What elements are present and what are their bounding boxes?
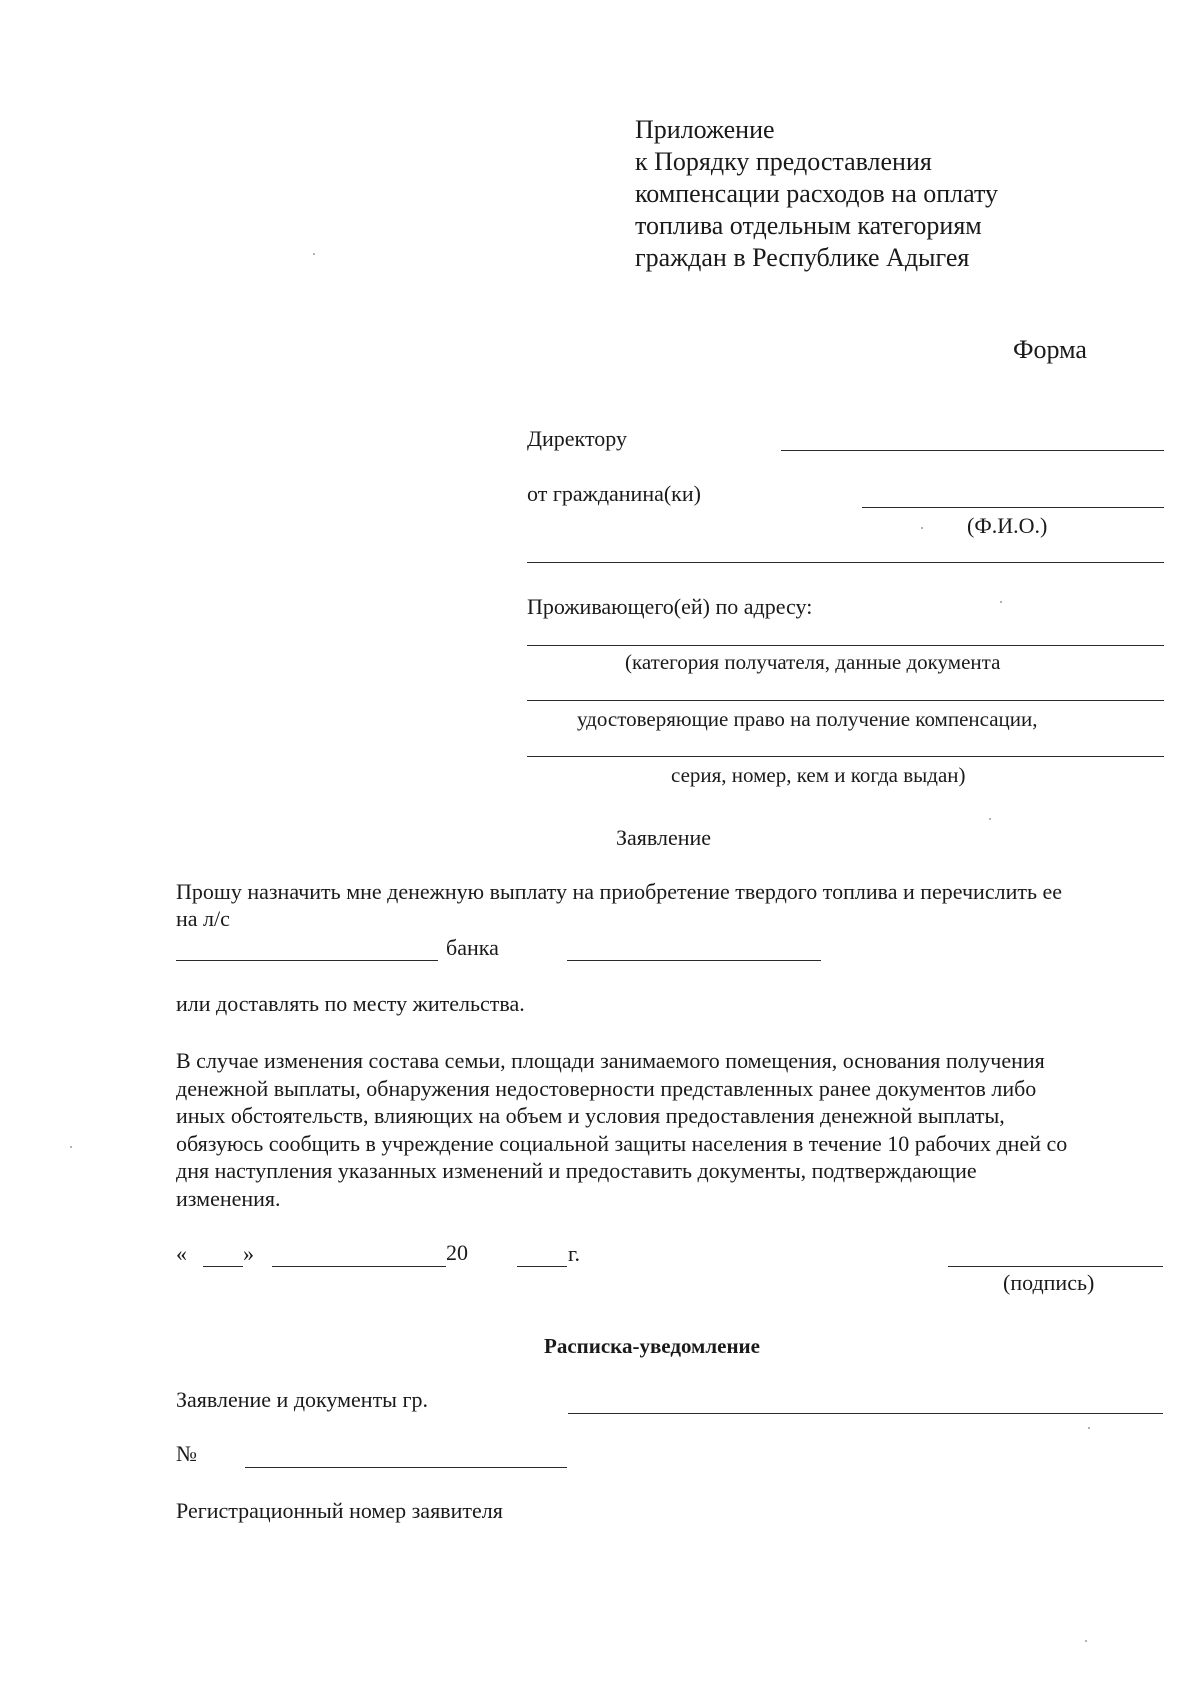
year-field[interactable] <box>517 1266 567 1267</box>
appendix-line: к Порядку предоставления <box>635 147 932 176</box>
appendix-line: компенсации расходов на оплату <box>635 179 999 208</box>
delivery-text: или доставлять по месту жительства. <box>176 991 525 1016</box>
obligation-line: обязуюсь сообщить в учреждение социальной защиты населения в течение 10 рабочих дней со <box>176 1130 1068 1156</box>
appendix-line: топлива отдельным категориям <box>635 211 982 240</box>
appendix-line: Приложение <box>635 115 775 144</box>
statement-title: Заявление <box>616 825 712 850</box>
obligation-line: изменения. <box>176 1185 281 1211</box>
director-label: Директору <box>527 426 627 451</box>
receipt-number-field[interactable] <box>245 1467 567 1468</box>
scan-speck <box>921 527 923 529</box>
fio-hint: (Ф.И.О.) <box>967 513 1048 538</box>
reg-number-label: Регистрационный номер заявителя <box>176 1498 503 1523</box>
scan-speck <box>989 818 991 820</box>
from-citizen-label: от гражданина(ки) <box>527 481 701 506</box>
receipt-documents-label: Заявление и документы гр. <box>176 1387 428 1412</box>
form-label: Форма <box>1013 335 1087 364</box>
signature-field[interactable] <box>948 1266 1163 1267</box>
scan-speck <box>1000 601 1002 603</box>
receipt-citizen-field[interactable] <box>568 1413 1163 1414</box>
bank-label: банка <box>446 935 499 960</box>
obligation-line: В случае изменения состава семьи, площади занимаемого помещения, основания получения <box>176 1048 1045 1073</box>
request-text: на л/с <box>176 906 230 931</box>
obligation-line: денежной выплаты, обнаружения недостоверности представленных ранее документов либо <box>176 1075 1037 1101</box>
day-field[interactable] <box>203 1266 243 1267</box>
scan-speck <box>1085 1640 1087 1642</box>
month-field[interactable] <box>272 1266 446 1267</box>
scan-speck <box>70 1146 72 1148</box>
obligation-paragraph <box>176 1047 1176 1212</box>
category-hint: (категория получателя, данные документа <box>625 650 1001 674</box>
citizen-name-field[interactable] <box>862 507 1164 508</box>
document-field[interactable] <box>527 756 1164 757</box>
obligation-line: дня наступления указанных изменений и предоставить документы, подтверждающие <box>176 1158 977 1183</box>
year-prefix: 20 <box>446 1240 468 1265</box>
date-open-quote: « <box>176 1241 187 1266</box>
date-close-quote: » <box>243 1241 254 1266</box>
year-suffix: г. <box>568 1241 581 1266</box>
category-field[interactable] <box>527 700 1164 701</box>
signature-hint: (подпись) <box>1003 1270 1095 1295</box>
account-number-field[interactable] <box>176 960 438 961</box>
address-label: Проживающего(ей) по адресу: <box>527 594 813 619</box>
address-field[interactable] <box>527 645 1164 646</box>
appendix-block <box>635 114 998 274</box>
bank-name-field[interactable] <box>567 960 821 961</box>
scan-speck <box>313 253 315 255</box>
category-hint: удостоверяющие право на получение компенсации, <box>577 707 1038 731</box>
receipt-number-label: № <box>176 1441 197 1466</box>
citizen-name-field-continued[interactable] <box>527 562 1164 563</box>
obligation-line: иных обстоятельств, влияющих на объем и условия предоставления денежной выплаты, <box>176 1103 1005 1128</box>
scan-speck <box>1088 1427 1090 1429</box>
director-field[interactable] <box>781 450 1164 451</box>
receipt-title: Расписка-уведомление <box>544 1334 760 1358</box>
category-hint: серия, номер, кем и когда выдан) <box>671 763 966 787</box>
appendix-line: граждан в Республике Адыгея <box>635 243 970 272</box>
request-text: Прошу назначить мне денежную выплату на приобретение твердого топлива и перечислить ее <box>176 879 1063 904</box>
